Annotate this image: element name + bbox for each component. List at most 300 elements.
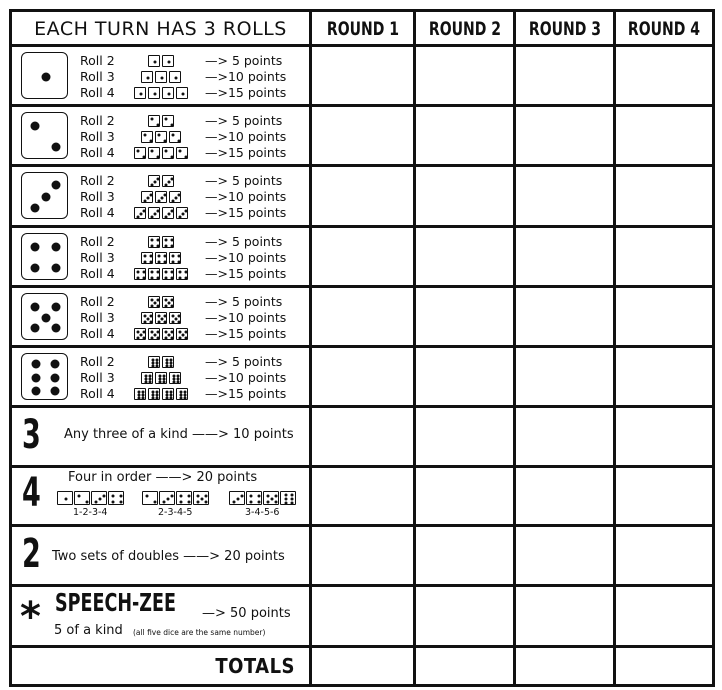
score-cell-round-2[interactable]	[416, 527, 513, 584]
score-cell-round-2[interactable]	[416, 228, 513, 285]
score-cell-round-3[interactable]	[516, 47, 613, 104]
pip	[170, 244, 173, 247]
pip	[156, 239, 159, 242]
pip	[137, 150, 140, 153]
pip	[137, 276, 140, 279]
die-face-5-icon	[21, 293, 68, 340]
pip	[170, 397, 173, 400]
grid-line	[9, 684, 715, 687]
roll-points: —>15 points	[205, 386, 287, 401]
pip	[137, 215, 140, 218]
doubles-number: 2	[22, 531, 41, 577]
pip	[151, 239, 154, 242]
pip	[41, 313, 50, 322]
pip	[175, 197, 178, 200]
pip	[184, 271, 187, 274]
pip	[177, 315, 180, 318]
pip	[151, 271, 154, 274]
score-cell-round-1[interactable]	[312, 288, 409, 345]
pip	[140, 213, 143, 216]
mini-die-icon	[148, 388, 160, 400]
round-1-header: ROUND 1	[326, 17, 399, 40]
pip	[149, 194, 152, 197]
pip	[65, 498, 68, 501]
pip	[170, 331, 173, 334]
score-cell-round-1[interactable]	[312, 527, 409, 584]
pip	[291, 501, 294, 504]
pip	[170, 178, 173, 181]
pip	[184, 210, 187, 213]
pip	[144, 260, 147, 263]
roll-label: Roll 4	[80, 326, 115, 341]
roll-label: Roll 4	[80, 205, 115, 220]
pip	[156, 365, 159, 368]
pip	[154, 213, 157, 216]
pip	[163, 501, 166, 504]
pip	[165, 239, 168, 242]
pip	[271, 498, 274, 501]
speechzee-note: (all five dice are the same number)	[133, 628, 266, 637]
pip	[149, 139, 152, 142]
pip	[165, 244, 168, 247]
three-kind-number: 3	[22, 412, 41, 458]
pip	[170, 155, 173, 158]
pip	[149, 320, 152, 323]
score-cell-round-2[interactable]	[416, 47, 513, 104]
mini-die-icon	[162, 236, 174, 248]
roll-points: —> 5 points	[205, 354, 283, 369]
pip	[165, 215, 168, 218]
star-icon: *	[20, 594, 41, 640]
pip	[156, 244, 159, 247]
pip	[95, 501, 98, 504]
roll-points: —> 5 points	[205, 53, 283, 68]
pip	[184, 397, 187, 400]
mini-die-icon	[162, 55, 174, 67]
pip	[168, 93, 171, 96]
mini-die-icon	[246, 491, 262, 505]
pip	[149, 315, 152, 318]
roll-label: Roll 2	[80, 173, 115, 188]
mini-die-icon	[148, 296, 160, 308]
pip	[184, 336, 187, 339]
doubles-text: Two sets of doubles ——> 20 points	[52, 549, 285, 564]
totals-label: TOTALS	[215, 654, 295, 678]
pip	[161, 197, 164, 200]
pip	[170, 271, 173, 274]
roll-points: —> 5 points	[205, 173, 283, 188]
pip	[151, 336, 154, 339]
mini-die-icon	[148, 236, 160, 248]
pip	[32, 386, 41, 395]
pip	[50, 373, 59, 382]
score-cell-round-3[interactable]	[516, 228, 613, 285]
pip	[177, 320, 180, 323]
mini-die-icon	[134, 328, 146, 340]
score-cell-round-1[interactable]	[312, 468, 409, 524]
pip	[41, 72, 50, 81]
pip	[149, 255, 152, 258]
pip	[177, 260, 180, 263]
pip	[184, 276, 187, 279]
mini-die-icon	[162, 207, 174, 219]
pip	[291, 498, 294, 501]
three-kind-text: Any three of a kind ——> 10 points	[64, 427, 294, 442]
pip	[142, 276, 145, 279]
grid-line	[712, 9, 715, 687]
pip	[204, 494, 207, 497]
pip	[197, 494, 200, 497]
roll-points: —>15 points	[205, 205, 287, 220]
pip	[187, 501, 190, 504]
pip	[51, 142, 60, 151]
score-cell-round-1[interactable]	[312, 228, 409, 285]
die-face-6-icon	[21, 353, 68, 400]
score-cell-round-2[interactable]	[416, 107, 513, 164]
pip	[151, 183, 154, 186]
mini-die-icon	[176, 328, 188, 340]
pip	[161, 77, 164, 80]
score-cell-round-1[interactable]	[312, 47, 409, 104]
mini-die-icon	[141, 372, 153, 384]
round-2-header: ROUND 2	[428, 17, 501, 40]
pip	[51, 243, 60, 252]
pip	[154, 93, 157, 96]
pip	[179, 215, 182, 218]
pip	[156, 397, 159, 400]
pip	[142, 336, 145, 339]
pip	[168, 61, 171, 64]
pip	[165, 271, 168, 274]
roll-points: —>15 points	[205, 326, 287, 341]
mini-die-icon	[134, 207, 146, 219]
roll-label: Roll 4	[80, 386, 115, 401]
mini-die-icon	[155, 191, 167, 203]
pip	[250, 494, 253, 497]
pip	[284, 498, 287, 501]
score-cell-round-1[interactable]	[312, 587, 409, 645]
pip	[158, 320, 161, 323]
score-cell-round-2[interactable]	[416, 468, 513, 524]
pip	[250, 501, 253, 504]
pip	[165, 118, 168, 121]
speechzee-points: —> 50 points	[202, 606, 291, 621]
pip	[153, 501, 156, 504]
score-cell-round-3[interactable]	[516, 167, 613, 225]
mini-die-icon	[169, 252, 181, 264]
score-cell-round-1[interactable]	[312, 348, 409, 405]
total-cell-round-1[interactable]	[312, 648, 409, 684]
score-cell-round-3[interactable]	[516, 587, 613, 645]
pip	[163, 260, 166, 263]
score-cell-round-1[interactable]	[312, 167, 409, 225]
pip	[149, 381, 152, 384]
score-cell-round-3[interactable]	[516, 107, 613, 164]
pip	[177, 381, 180, 384]
score-cell-round-3[interactable]	[516, 408, 613, 465]
pip	[179, 336, 182, 339]
pip	[158, 134, 161, 137]
score-cell-round-4[interactable]	[616, 348, 712, 405]
mini-die-icon	[74, 491, 90, 505]
score-cell-round-4[interactable]	[616, 288, 712, 345]
pip	[170, 299, 173, 302]
pip	[32, 360, 41, 369]
score-cell-round-3[interactable]	[516, 527, 613, 584]
mini-die-icon	[169, 131, 181, 143]
pip	[142, 397, 145, 400]
pip	[140, 93, 143, 96]
pip	[156, 299, 159, 302]
mini-die-icon	[229, 491, 245, 505]
pip	[170, 336, 173, 339]
mini-die-icon	[176, 87, 188, 99]
pip	[144, 255, 147, 258]
mini-die-icon	[91, 491, 107, 505]
pip	[31, 243, 40, 252]
pip	[204, 501, 207, 504]
pip	[184, 331, 187, 334]
pip	[163, 315, 166, 318]
mini-die-icon	[134, 388, 146, 400]
pip	[163, 381, 166, 384]
pip	[112, 501, 115, 504]
pip	[158, 199, 161, 202]
score-cell-round-2[interactable]	[416, 288, 513, 345]
score-cell-round-1[interactable]	[312, 107, 409, 164]
pip	[154, 181, 157, 184]
pip	[170, 304, 173, 307]
pip	[201, 498, 204, 501]
round-4-header: ROUND 4	[627, 17, 701, 40]
mini-die-icon	[155, 372, 167, 384]
pip	[51, 323, 60, 332]
pip	[284, 501, 287, 504]
total-cell-round-4[interactable]	[616, 648, 712, 684]
roll-points: —> 5 points	[205, 294, 283, 309]
pip	[165, 183, 168, 186]
pip	[233, 501, 236, 504]
pip	[32, 373, 41, 382]
die-face-1-icon	[21, 52, 68, 99]
roll-points: —>15 points	[205, 266, 287, 281]
pip	[137, 271, 140, 274]
mini-die-icon	[134, 147, 146, 159]
roll-label: Roll 2	[80, 294, 115, 309]
pip	[31, 122, 40, 131]
pip	[167, 498, 170, 501]
mini-die-icon	[142, 491, 158, 505]
pip	[151, 118, 154, 121]
mini-die-icon	[176, 268, 188, 280]
pip	[179, 397, 182, 400]
roll-points: —>15 points	[205, 85, 287, 100]
pip	[85, 501, 88, 504]
roll-points: —> 5 points	[205, 113, 283, 128]
pip	[165, 304, 168, 307]
roll-label: Roll 3	[80, 250, 115, 265]
mini-die-icon	[141, 71, 153, 83]
pip	[156, 276, 159, 279]
pip	[170, 239, 173, 242]
pip	[31, 203, 40, 212]
roll-label: Roll 3	[80, 310, 115, 325]
score-cell-round-4[interactable]	[616, 167, 712, 225]
pip	[180, 501, 183, 504]
pip	[179, 271, 182, 274]
score-cell-round-4[interactable]	[616, 468, 712, 524]
total-cell-round-2[interactable]	[416, 648, 513, 684]
pip	[51, 263, 60, 272]
pip	[144, 134, 147, 137]
score-cell-round-3[interactable]	[516, 468, 613, 524]
mini-die-icon	[141, 252, 153, 264]
pip	[51, 303, 60, 312]
pip	[151, 365, 154, 368]
pip	[182, 213, 185, 216]
mini-die-icon	[169, 312, 181, 324]
score-cell-round-2[interactable]	[416, 587, 513, 645]
sequence-label: 3-4-5-6	[245, 507, 280, 518]
roll-label: Roll 3	[80, 370, 115, 385]
pip	[154, 61, 157, 64]
pip	[51, 181, 60, 190]
pip	[151, 244, 154, 247]
mini-die-icon	[141, 312, 153, 324]
roll-points: —>10 points	[205, 310, 287, 325]
score-cell-round-4[interactable]	[616, 47, 712, 104]
mini-die-icon	[134, 268, 146, 280]
pip	[177, 194, 180, 197]
mini-die-icon	[155, 252, 167, 264]
mini-die-icon	[162, 147, 174, 159]
pip	[144, 199, 147, 202]
mini-die-icon	[57, 491, 73, 505]
die-face-3-icon	[21, 172, 68, 219]
pip	[175, 77, 178, 80]
pip	[158, 255, 161, 258]
mini-die-icon	[148, 175, 160, 187]
pip	[147, 77, 150, 80]
pip	[156, 155, 159, 158]
die-face-4-icon	[21, 233, 68, 280]
pip	[197, 501, 200, 504]
pip	[31, 263, 40, 272]
roll-label: Roll 4	[80, 145, 115, 160]
mini-die-icon	[162, 115, 174, 127]
pip	[50, 360, 59, 369]
mini-die-icon	[148, 147, 160, 159]
pip	[168, 213, 171, 216]
score-cell-round-4[interactable]	[616, 527, 712, 584]
pip	[156, 304, 159, 307]
pip	[168, 181, 171, 184]
pip	[237, 498, 240, 501]
pip	[156, 123, 159, 126]
pip	[274, 501, 277, 504]
pip	[165, 150, 168, 153]
pip	[119, 501, 122, 504]
mini-die-icon	[148, 207, 160, 219]
score-cell-round-4[interactable]	[616, 228, 712, 285]
mini-die-icon	[162, 87, 174, 99]
mini-die-icon	[162, 175, 174, 187]
pip	[170, 123, 173, 126]
score-cell-round-2[interactable]	[416, 348, 513, 405]
four-order-number: 4	[22, 470, 41, 516]
mini-die-icon	[176, 491, 192, 505]
mini-die-icon	[193, 491, 209, 505]
mini-die-icon	[141, 191, 153, 203]
mini-die-icon	[148, 87, 160, 99]
pip	[156, 336, 159, 339]
sequence-label: 2-3-4-5	[158, 507, 193, 518]
pip	[267, 494, 270, 497]
pip	[257, 501, 260, 504]
pip	[187, 494, 190, 497]
pip	[151, 215, 154, 218]
mini-die-icon	[263, 491, 279, 505]
roll-label: Roll 3	[80, 189, 115, 204]
pip	[172, 255, 175, 258]
pip	[137, 336, 140, 339]
pip	[158, 381, 161, 384]
score-cell-round-4[interactable]	[616, 408, 712, 465]
roll-points: —>10 points	[205, 370, 287, 385]
pip	[144, 320, 147, 323]
grid-line	[9, 9, 12, 687]
pip	[102, 494, 105, 497]
pip	[182, 93, 185, 96]
pip	[142, 155, 145, 158]
score-cell-round-2[interactable]	[416, 408, 513, 465]
mini-die-icon	[148, 356, 160, 368]
roll-points: —>10 points	[205, 189, 287, 204]
score-cell-round-1[interactable]	[312, 408, 409, 465]
score-cell-round-3[interactable]	[516, 288, 613, 345]
mini-die-icon	[155, 312, 167, 324]
pip	[172, 134, 175, 137]
pip	[240, 494, 243, 497]
pip	[165, 336, 168, 339]
score-cell-round-2[interactable]	[416, 167, 513, 225]
roll-label: Roll 4	[80, 85, 115, 100]
mini-die-icon	[169, 372, 181, 384]
pip	[257, 494, 260, 497]
score-cell-round-4[interactable]	[616, 107, 712, 164]
score-cell-round-4[interactable]	[616, 587, 712, 645]
pip	[180, 494, 183, 497]
pip	[172, 199, 175, 202]
sheet-title: EACH TURN HAS 3 ROLLS	[34, 17, 287, 40]
pip	[163, 320, 166, 323]
mini-die-icon	[162, 388, 174, 400]
pip	[172, 381, 175, 384]
roll-label: Roll 4	[80, 266, 115, 281]
pip	[165, 276, 168, 279]
mini-die-icon	[176, 147, 188, 159]
roll-label: Roll 3	[80, 69, 115, 84]
score-cell-round-3[interactable]	[516, 348, 613, 405]
pip	[172, 260, 175, 263]
pip	[151, 304, 154, 307]
pip	[99, 498, 102, 501]
pip	[274, 494, 277, 497]
pip	[163, 194, 166, 197]
total-cell-round-3[interactable]	[516, 648, 613, 684]
roll-points: —> 5 points	[205, 234, 283, 249]
pip	[165, 365, 168, 368]
